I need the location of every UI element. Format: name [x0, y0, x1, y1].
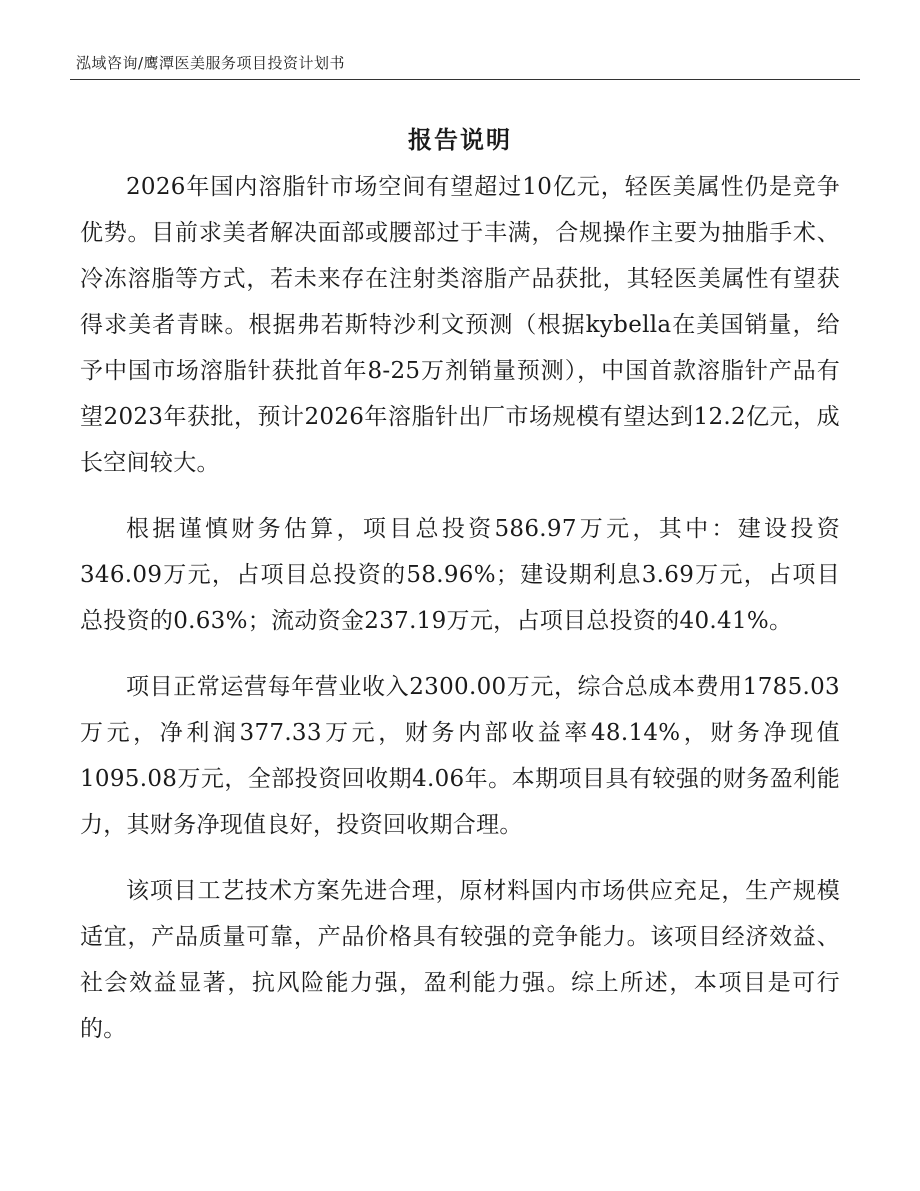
running-header: 泓域咨询/鹰潭医美服务项目投资计划书 [76, 54, 346, 72]
page-title: 报告说明 [408, 126, 512, 154]
paragraph-financial-returns: 项目正常运营每年营业收入2300.00万元，综合总成本费用1785.03万元，净利润377.33万元，财务内部收益率48.14%，财务净现值1095.08万元，全部投资回收期4.06年。本期项目具有较强的财务盈利能力，其财务净现值良好，投资回收期合理。 [80, 674, 840, 838]
header-divider [70, 79, 860, 80]
document-body [80, 164, 840, 1072]
paragraph-feasibility-conclusion: 该项目工艺技术方案先进合理，原材料国内市场供应充足，生产规模适宜，产品质量可靠，产品价格具有较强的竞争能力。该项目经济效益、社会效益显著，抗风险能力强，盈利能力强。综上所述，本项目是可行的。 [80, 878, 840, 1042]
paragraph-market-outlook: 2026年国内溶脂针市场空间有望超过10亿元，轻医美属性仍是竞争优势。目前求美者解决面部或腰部过于丰满，合规操作主要为抽脂手术、冷冻溶脂等方式，若未来存在注射类溶脂产品获批，其轻医美属性有望获得求美者青睐。根据弗若斯特沙利文预测（根据kybella在美国销量，给予中国市场溶脂针获批首年8-25万剂销量预测），中国首款溶脂针产品有望2023年获批，预计2026年溶脂针出厂市场规模有望达到12.2亿元，成长空间较大。 [80, 174, 840, 476]
paragraph-investment-estimate: 根据谨慎财务估算，项目总投资586.97万元，其中：建设投资346.09万元，占项目总投资的58.96%；建设期利息3.69万元，占项目总投资的0.63%；流动资金237.19万元，占项目总投资的40.41%。 [80, 516, 840, 634]
